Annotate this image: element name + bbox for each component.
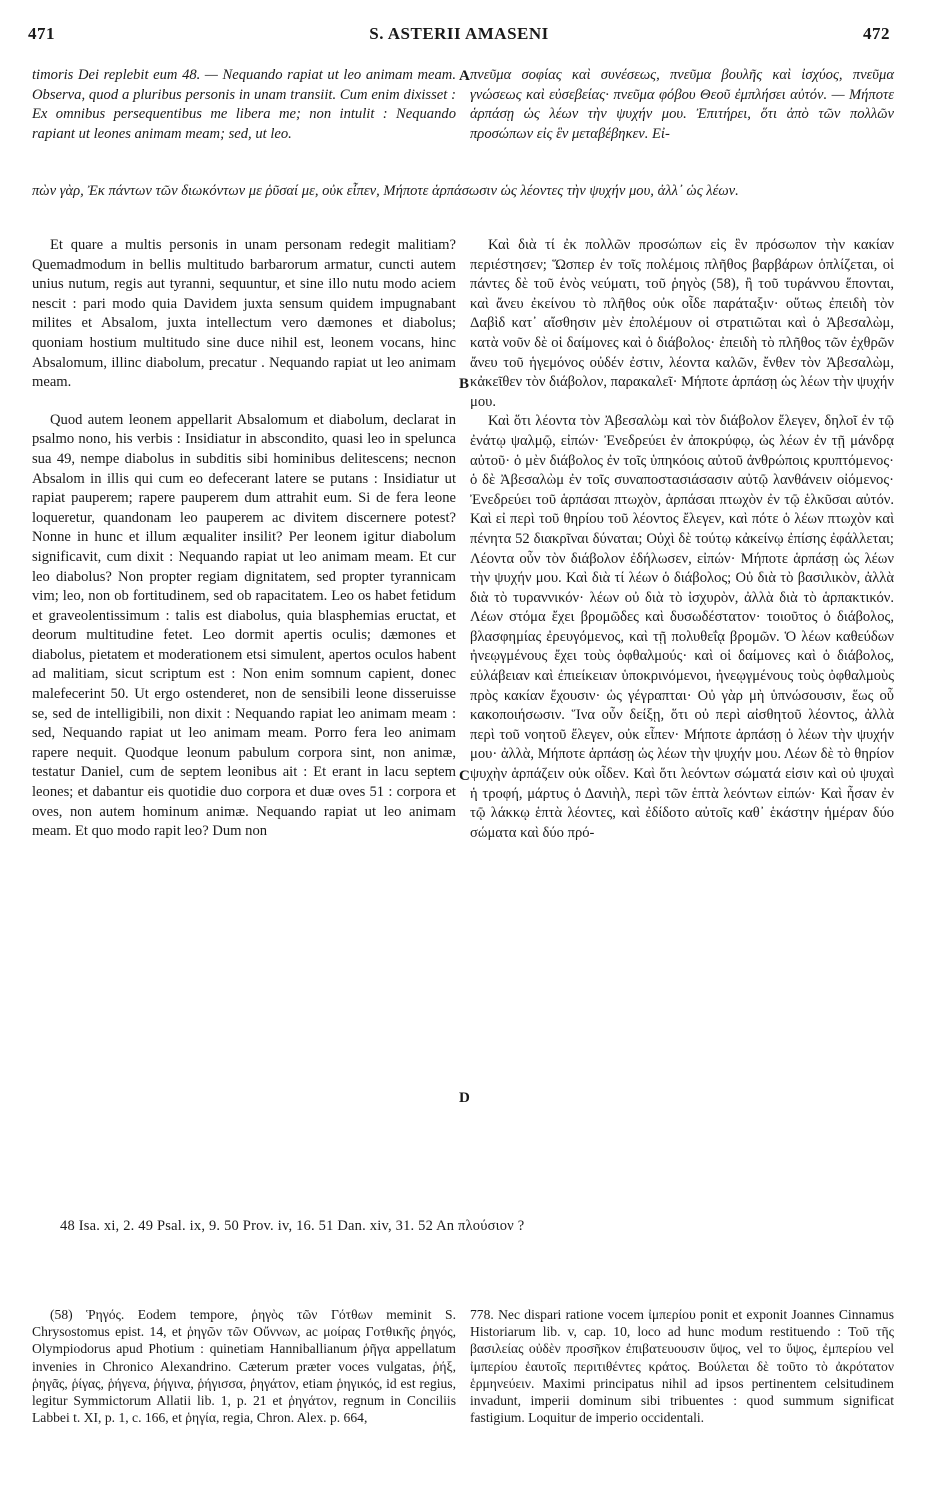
footnote-references: 48 Isa. xi, 2. 49 Psal. ix, 9. 50 Prov. iv, 16. 51 Dan. xiv, 31. 52 An πλούσιον ? — [60, 1218, 525, 1234]
greek-paragraph: Καὶ ὅτι λέοντα τὸν Ἀβεσαλὼμ καὶ τὸν διάβολον ἔλεγεν, δηλοῖ ἐν τῷ ἐνάτῳ ψαλμῷ, εἰπών· Ἐνεδρεύει ἐν ἀποκρύφῳ, ὡς λέων ἐν τῇ μάνδρᾳ αὐτοῦ· ὁ μὲν διάβολος ἐν τοῖς ὑπηκόοις αὐτοῦ ἀνθρώποις κρυπτόμενος· ὁ δὲ Ἀβεσαλὼμ ἐν τοῖς συναποστασιάσασιν αὐτῷ λανθάνειν οἰόμενος· Ἐνεδρεύει τοῦ ἁρπάσαι πτωχὸν, ἁρπάσαι πτωχὸν ἐν τῷ ἑλκῦσαι αὐτόν. Καὶ εἰ περὶ τοῦ θηρίου τοῦ λέοντος ἔλεγεν, καὶ πότε ὁ λέων πτωχὸν καὶ πένητα 52 διακρῖναι δύναται; Οὐχὶ δὲ τούτῳ κἀκείνῳ ἐπίσης ἐφάλλεται; Λέοντα οὖν τὸν διάβολον ἐδήλωσεν, εἰπών· Μήποτε ἁρπάσῃ ὡς λέων τὴν ψυχήν μου. Καὶ διὰ τί λέων ὁ διάβολος; Οὐ διὰ τὸ βασιλικὸν, ἀλλὰ διὰ τὸ τυραννικόν· λέων οὐ διὰ τὸ ἰσχυρὸν, ἀλλὰ διὰ τὸ ἁρπακτικόν. Λέων στόμα ἔχει βρομῶδες καὶ δυσωδέστατον· τοιοῦτος ὁ διάβολος, βλασφημίας ἐρευγόμενος, καὶ τῇ πολυθεΐᾳ βρομῶν. Ὁ λέων καθεύδων ἠνεῳγμένους ἔχει τοὺς ὀφθαλμούς· καὶ οἱ δαίμονες καὶ ὁ διάβολος, εὐλάβειαν καὶ ἐπιείκειαν ὑποκρινόμενοι, ἠνεῳγμένους τοὺς ὀφθαλμοὺς πρὸς κακίαν ἔχουσιν· ὡς γέγραπται· Οὐ γὰρ μὴ ὑπνώσουσιν, ἕως οὗ κακοποιήσωσιν. Ἵνα οὖν δείξῃ, ὅτι οὐ περὶ αἰσθητοῦ λέοντος, ἀλλὰ περὶ τοῦ νοητοῦ ἔλεγεν, οὐκ εἶπεν· Μήποτε ἁρπάσῃ ὁ λέων τὴν ψυχήν μου· ἀλλὰ, Μήποτε ἁρπάσῃ ὡς λέων τὴν ψυχήν μου. Λέων δὲ τὸ θηρίον ψυχὴν ἁρπάζειν οὐκ οἶδεν. Καὶ ὅτι λεόντων σώματά εἰσιν καὶ οὐ ψυχαὶ ἡ τροφή, μάρτυς ὁ Δανιὴλ, περὶ τῶν ἑπτὰ λεόντων εἰπών· Καὶ ἦσαν ἐν τῷ λάκκῳ ἑπτὰ λέοντες, καὶ ἐδίδοτο αὐτοῖς καθ᾽ ἑκάστην ἡμέραν δύο σώματα καὶ δύο πρό- — [470, 413, 894, 841]
running-title: S. ASTERII AMASENI — [369, 24, 549, 43]
editor-note-left — [32, 1306, 456, 1426]
spanning-greek-line: πὼν γὰρ, Ἐκ πάντων τῶν διωκόντων με ῥῦσαί με, οὐκ εἶπεν, Μήποτε ἁρπάσωσιν ὡς λέοντες τὴν ψυχήν μου, ἀλλ᾽ ὡς λέων. — [32, 183, 739, 199]
margin-letter-b: B — [459, 376, 470, 392]
greek-column — [470, 236, 894, 843]
paragraph-gap — [32, 393, 456, 411]
margin-letter-a: A — [459, 68, 470, 84]
latin-opening: timoris Dei replebit eum 48. — Nequando rapiat ut leo animam meam. Observa, quod a pluribus personis in unam transiit. Cum enim dixisset : Ex omnibus persequentibus me libera me; non intulit : Nequando rapiant ut leones animam meam; sed, ut leo. — [32, 67, 456, 142]
top-right-greek — [470, 66, 894, 144]
margin-letter-c: C — [459, 768, 470, 784]
editor-note-right — [470, 1306, 894, 1426]
top-left-latin — [32, 66, 456, 144]
latin-column — [32, 236, 456, 842]
latin-paragraph: Et quare a multis personis in unam personam redegit malitiam? Quemadmodum in bellis multitudo barbarorum armatur, cuncti autem unius nutum, regis aut tyranni, sequuntur, et sine illo nutu modo aciem nescit : pari modo quia Davidem juxta sensum quidem impugnabant milites et Absalom, juxta intellectum vero dæmones et diabolus; quoniam hostium multitudo sine duce nihil est, leonem vocans, hinc Absalomum, illinc diabolum, precatur . Nequando rapiat ut leo animam meam. — [32, 237, 456, 391]
greek-opening: πνεῦμα σοφίας καὶ συνέσεως, πνεῦμα βουλῆς καὶ ἰσχύος, πνεῦμα γνώσεως καὶ εὐσεβείας· πνεῦμα φόβου Θεοῦ ἐμπλήσει αὐτόν. — Μήποτε ἁρπάσῃ ὡς λέων τὴν ψυχήν μου. Ἐπιτήρει, ὅτι ἀπὸ τῶν πολλῶν προσώπων εἰς ἓν μεταβέβηκεν. Εἰ- — [470, 67, 894, 142]
note-text: (58) Ῥηγός. Eodem tempore, ῥηγὸς τῶν Γότθων meminit S. Chrysostomus epist. 14, et ῥηγῶν τῶν Οὔννων, ac μοίρας Γοτθικῆς ῥηγός, Olympiodorus apud Photium : quinetiam Hanniballianum ῥῆγα appellatum invenies in Chronico Alexandrino. Cæterum præter voces vulgatas, ῥήξ, ῥηγᾶς, ῥίγας, ῥήγενα, ῥήγινα, ῥήγισσα, ῥηγάτον, etiam ῥηγικός, id est regius, legitur Symmictorum Allatii lib. 1, p. 21 et ῥηγάτον, regnum in Conciliis Labbei t. XI, p. 1, c. 166, et ῥηγία, regia, Chron. Alex. p. 664, — [32, 1307, 456, 1426]
left-page-number: 471 — [28, 24, 55, 43]
note-text: 778. Nec dispari ratione vocem ἰμπερίου ponit et exponit Joannes Cinnamus Historiarum lib. v, cap. 10, loco ad hunc modum restituendo : Τοῦ τῆς βασιλείας οὐδὲν προσῆκον ἐπιβατευουσιν ὕψος, vel το ὕψος, ἐμπερίου vel ἰμπερίου ἑαυτοῖς περιτιθέντες κράτος. Βούλεται δὲ τοῦτο τὸ ἀκρότατον ἑρμηνεύειν. Maximi principatus nihil ad ipsos pertinentem celsitudinem invadunt, imperii dominum sibi tribuentes : quod summum significat fastigium. Loquitur de imperio occidentali. — [470, 1307, 894, 1426]
right-page-number: 472 — [863, 24, 890, 43]
greek-paragraph: Καὶ διὰ τί ἐκ πολλῶν προσώπων εἰς ἓν πρόσωπον τὴν κακίαν περιέστησεν; Ὥσπερ ἐν τοῖς πολέμοις πλῆθος βαρβάρων ὁπλίζεται, οἱ πάντες δὲ τοῦ ἑνὸς νεύματι, τοῦ ῥηγὸς (58), ἢ τοῦ τυράννου ἕπονται, καὶ ἄνευ ἐκείνου τὸ πλῆθος οὐκ οἶδε παράταξιν· οὕτως ἐπειδὴ τὸν Δαβὶδ κατ᾽ αἴσθησιν μὲν ἐπολέμουν οἱ στρατιῶται καὶ ὁ Ἀβεσαλὼμ, κατὰ νοῦν δὲ οἱ δαίμονες καὶ ὁ διάβολος· ἐπειδὴ τὸ πλῆθος τῶν ἐχθρῶν ἄνευ τοῦ ἡγεμόνος οὐδέν ἐστιν, λέοντα καλῶν, ἔνθεν τὸν Ἀβεσαλὼμ, κἀκεῖθεν τὸν διάβολον, παρακαλεῖ· Μήποτε ἁρπάσῃ ὡς λέων τὴν ψυχήν μου. — [470, 237, 894, 410]
page-header — [28, 24, 890, 50]
margin-letter-d: D — [459, 1090, 470, 1106]
latin-paragraph: Quod autem leonem appellarit Absalomum et diabolum, declarat in psalmo nono, his verbis : Insidiatur in abscondito, quasi leo in spelunca sua 49, nempe diabolus in subditis sibi hominibus delitescens; necnon Absalom in illis qui cum eo defecerant latere se putans : Insidiatur ut rapiat pauperem; rapere pauperem dum attrahit eum. Si de fera leone loqueretur, quandonam leo pauperem ac divitem discernere potest? Nonne in hunc et illum æqualiter insilit? Per leonem igitur diabolum significavit, cum dixit : Nequando rapiat ut leo animam meam. Et cur leo diabolus? Non propter regiam dignitatem, sed propter tyrannicam vim; leo, non ob fortitudinem, sed ob rapacitatem. Leo os habet fetidum et graveolentissimum : talis est diabolus, quia blasphemias eructat, et deorum multitudine fetet. Leo dormit apertis oculis; dæmones et diabolus, pietatem et moderationem etsi simulent, apertos oculos habent ad malitiam, sicut scriptum est : Non enim somnum capient, donec malefecerint 50. Ut ergo ostenderet, non de sensibili leone disseruisse se, sed de intelligibili, non dixit : Nequando rapiat leo animam meam : sed, Nequando rapiat ut leo animam meam. Porro fera leo animam rapere nequit. Quodque leonum pabulum corpora sint, non animæ, testatur Daniel, cum de septem leonibus ait : Et erant in lacu septem leones; et dabantur eis quotidie duo corpora et duæ oves 51 : corpora et oves, non autem hominum animæ. Nequando rapiat ut leo animam meam. Et quo modo rapit leo? Dum non — [32, 411, 456, 840]
